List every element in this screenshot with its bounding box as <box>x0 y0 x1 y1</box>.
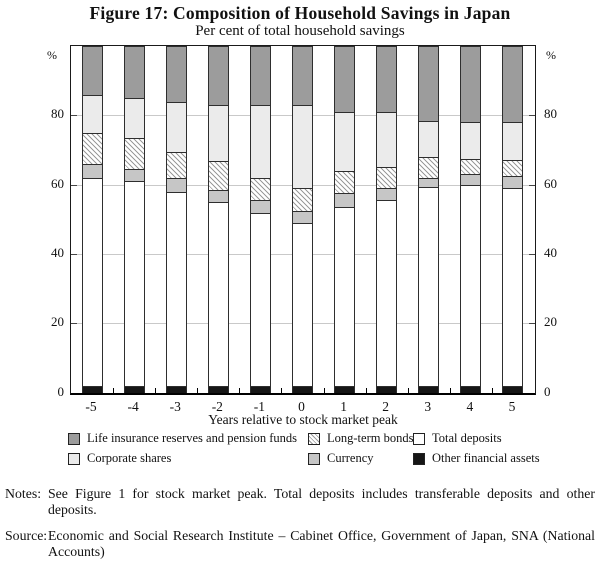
segment-life-4 <box>461 46 480 122</box>
legend-label-deposits: Total deposits <box>432 431 502 445</box>
legend-swatch-other-icon <box>413 453 425 465</box>
y-label-right-60: 60 <box>544 175 557 191</box>
bar--5 <box>82 46 103 393</box>
notes-block <box>5 486 595 569</box>
x-label--3: -3 <box>169 399 181 414</box>
segment-life--5 <box>83 46 102 95</box>
legend-swatch-currency-icon <box>308 453 320 465</box>
x-label-3: 3 <box>424 399 432 414</box>
x-boundary-tick <box>239 388 240 393</box>
y-tick-right-20 <box>529 323 535 324</box>
legend-label-bonds: Long-term bonds <box>327 431 414 445</box>
segment-other--3 <box>167 386 186 393</box>
segment-currency--3 <box>167 178 186 192</box>
y-tick-right-40 <box>529 254 535 255</box>
x-label-2: 2 <box>382 399 390 414</box>
segment-currency-1 <box>335 193 354 207</box>
segment-other-5 <box>503 386 522 393</box>
segment-currency--1 <box>251 200 270 212</box>
segment-life--2 <box>209 46 228 105</box>
bar--1 <box>250 46 271 393</box>
segment-deposits--3 <box>167 192 186 386</box>
legend-item-life <box>68 431 308 446</box>
segment-shares--3 <box>167 102 186 152</box>
segment-shares-3 <box>419 121 438 157</box>
segment-deposits-2 <box>377 200 396 386</box>
segment-other--2 <box>209 386 228 393</box>
segment-bonds-3 <box>419 157 438 178</box>
source-label: Source: <box>5 527 48 543</box>
segment-currency--5 <box>83 164 102 178</box>
y-tick-left-80 <box>71 115 77 116</box>
segment-deposits-4 <box>461 185 480 386</box>
bar-0 <box>292 46 313 393</box>
y-label-left-40: 40 <box>51 244 64 260</box>
notes-text: See Figure 1 for stock market peak. Total deposits includes transferable deposits and other deposits. <box>48 486 595 518</box>
segment-other--5 <box>83 386 102 393</box>
bar-3 <box>418 46 439 393</box>
y-tick-right-80 <box>529 115 535 116</box>
y-label-right-0: 0 <box>544 383 551 399</box>
legend-label-other: Other financial assets <box>432 451 540 465</box>
segment-currency-0 <box>293 211 312 223</box>
figure-subtitle: Per cent of total household savings <box>195 23 405 39</box>
x-boundary-tick <box>155 388 156 393</box>
chart-legend <box>68 431 554 466</box>
x-boundary-tick <box>113 388 114 393</box>
legend-item-currency <box>308 451 413 466</box>
bar--2 <box>208 46 229 393</box>
legend-swatch-bonds-icon <box>308 433 320 445</box>
segment-shares--1 <box>251 105 270 178</box>
notes-row <box>5 486 595 519</box>
y-label-right-40: 40 <box>544 244 557 260</box>
segment-other-0 <box>293 386 312 393</box>
legend-swatch-deposits-icon <box>413 433 425 445</box>
y-tick-right-60 <box>529 185 535 186</box>
segment-life--3 <box>167 46 186 102</box>
segment-deposits--4 <box>125 181 144 386</box>
x-label--1: -1 <box>253 399 266 414</box>
bar-2 <box>376 46 397 393</box>
segment-bonds-4 <box>461 159 480 175</box>
segment-bonds--4 <box>125 138 144 169</box>
x-boundary-tick <box>408 388 409 393</box>
segment-currency-3 <box>419 178 438 187</box>
legend-item-bonds <box>308 431 413 446</box>
y-label-right-80: 80 <box>544 106 557 122</box>
legend-item-deposits <box>413 431 554 446</box>
x-boundary-tick <box>281 388 282 393</box>
legend-item-shares <box>68 451 308 466</box>
segment-bonds-0 <box>293 188 312 211</box>
y-tick-left-40 <box>71 254 77 255</box>
x-boundary-tick <box>197 388 198 393</box>
segment-other--4 <box>125 386 144 393</box>
segment-currency--2 <box>209 190 228 202</box>
y-label-right-20: 20 <box>544 314 557 330</box>
legend-label-currency: Currency <box>327 451 374 465</box>
x-label-1: 1 <box>340 399 347 414</box>
segment-bonds--3 <box>167 152 186 178</box>
y-label-left-60: 60 <box>51 175 64 191</box>
segment-deposits--5 <box>83 178 102 386</box>
plot-area <box>70 45 536 395</box>
segment-life-0 <box>293 46 312 105</box>
segment-shares--4 <box>125 98 144 138</box>
segment-bonds--1 <box>251 178 270 201</box>
segment-life-1 <box>335 46 354 112</box>
y-axis-unit-right: % <box>546 48 556 62</box>
legend-label-life: Life insurance reserves and pension funds <box>87 431 297 445</box>
bar-4 <box>460 46 481 393</box>
legend-label-shares: Corporate shares <box>87 451 172 465</box>
x-label-4: 4 <box>466 399 474 414</box>
segment-shares-0 <box>293 105 312 188</box>
segment-bonds-2 <box>377 167 396 188</box>
y-label-left-0: 0 <box>57 383 64 399</box>
segment-currency-5 <box>503 176 522 188</box>
segment-deposits--2 <box>209 202 228 386</box>
segment-shares--2 <box>209 105 228 161</box>
y-label-left-20: 20 <box>51 314 64 330</box>
segment-bonds--2 <box>209 161 228 190</box>
segment-other-2 <box>377 386 396 393</box>
segment-life-5 <box>503 46 522 122</box>
segment-life--1 <box>251 46 270 105</box>
segment-other-4 <box>461 386 480 393</box>
bar--4 <box>124 46 145 393</box>
x-label--5: -5 <box>85 399 97 414</box>
segment-shares-5 <box>503 122 522 160</box>
segment-deposits-1 <box>335 207 354 386</box>
segment-deposits-3 <box>419 187 438 387</box>
segment-bonds-1 <box>335 171 354 194</box>
y-label-left-80: 80 <box>51 106 64 122</box>
source-row <box>5 528 595 561</box>
segment-shares--5 <box>83 95 102 133</box>
x-boundary-tick <box>492 388 493 393</box>
segment-shares-2 <box>377 112 396 168</box>
segment-bonds-5 <box>503 160 522 176</box>
segment-life-3 <box>419 46 438 121</box>
segment-other-1 <box>335 386 354 393</box>
segment-currency--4 <box>125 169 144 181</box>
segment-shares-4 <box>461 122 480 158</box>
segment-shares-1 <box>335 112 354 171</box>
segment-other--1 <box>251 386 270 393</box>
segment-currency-4 <box>461 174 480 184</box>
notes-label: Notes: <box>5 486 42 501</box>
x-label-5: 5 <box>508 399 516 414</box>
segment-bonds--5 <box>83 133 102 164</box>
figure-title: Figure 17: Composition of Household Savings in Japan <box>89 3 511 23</box>
segment-life-2 <box>377 46 396 112</box>
x-boundary-tick <box>450 388 451 393</box>
segment-other-3 <box>419 386 438 393</box>
segment-life--4 <box>125 46 144 98</box>
x-label--4: -4 <box>127 399 139 414</box>
bar-5 <box>502 46 523 393</box>
segment-currency-2 <box>377 188 396 200</box>
x-boundary-tick <box>324 388 325 393</box>
x-label-0: 0 <box>298 399 305 414</box>
y-axis-unit-left: % <box>47 48 57 62</box>
segment-deposits-0 <box>293 223 312 386</box>
legend-swatch-life-icon <box>68 433 80 445</box>
bar-1 <box>334 46 355 393</box>
x-axis-title: Years relative to stock market peak <box>208 412 398 427</box>
segment-deposits--1 <box>251 213 270 387</box>
segment-deposits-5 <box>503 188 522 386</box>
legend-swatch-shares-icon <box>68 453 80 465</box>
legend-item-other <box>413 451 554 466</box>
y-tick-left-60 <box>71 185 77 186</box>
x-boundary-tick <box>366 388 367 393</box>
bar--3 <box>166 46 187 393</box>
y-tick-left-20 <box>71 323 77 324</box>
source-text: Economic and Social Research Institute – Cabinet Office, Government of Japan, SNA (National Accounts) <box>48 527 595 559</box>
x-label--2: -2 <box>211 399 223 414</box>
